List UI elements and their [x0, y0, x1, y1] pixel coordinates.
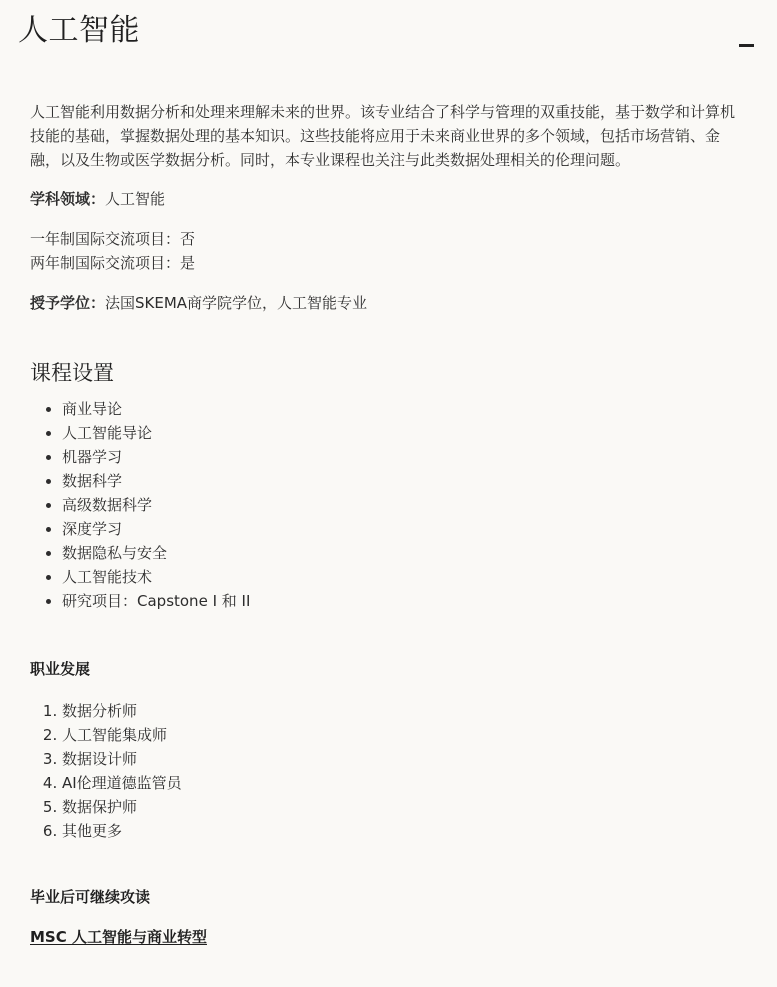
discipline-label: 学科领域：	[30, 190, 106, 208]
course-item: • 研究项目：Capstone I 和 II	[62, 589, 748, 613]
one-year-exchange: 一年制国际交流项目：否	[30, 230, 196, 248]
program-description: 人工智能利用数据分析和处理来理解未来的世界。该专业结合了科学与管理的双重技能，基于数学和计算机技能的基础，掌握数据处理的基本知识。这些技能将应用于未来商业世界的多个领域，包括市场营销、金融，以及生物或医学数据分析。同时，本专业课程也关注与此类数据处理相关的伦理问题。	[30, 103, 736, 169]
course-item: • 数据隐私与安全	[62, 541, 748, 565]
career-list	[30, 699, 748, 843]
course-item: • 数据科学	[62, 469, 748, 493]
degree-value: 法国SKEMA商学院学位，人工智能专业	[105, 294, 368, 312]
course-list	[30, 397, 748, 613]
course-item: • 人工智能技术	[62, 565, 748, 589]
program-content	[30, 100, 748, 949]
page-title: 人工智能	[18, 13, 140, 48]
degree-row	[30, 291, 748, 315]
minus-icon	[739, 44, 754, 47]
career-item: 1. 数据分析师	[62, 699, 748, 723]
career-title: 职业发展	[30, 660, 91, 678]
career-item: 3. 数据设计师	[62, 747, 748, 771]
exchange-info	[30, 227, 748, 275]
career-item: 5. 数据保护师	[62, 795, 748, 819]
two-year-exchange: 两年制国际交流项目：是	[30, 254, 196, 272]
career-item: 6. 其他更多	[62, 819, 748, 843]
discipline-row	[30, 187, 748, 211]
career-item: 4. AI伦理道德监管员	[62, 771, 748, 795]
further-study-link[interactable]: MSC 人工智能与商业转型	[30, 928, 207, 946]
course-item: • 商业导论	[62, 397, 748, 421]
degree-label: 授予学位：	[30, 294, 106, 312]
discipline-value: 人工智能	[105, 190, 166, 208]
collapse-button[interactable]	[733, 28, 759, 52]
further-study-title: 毕业后可继续攻读	[30, 888, 151, 906]
page-header	[0, 0, 777, 68]
career-item: 2. 人工智能集成师	[62, 723, 748, 747]
course-item: • 机器学习	[62, 445, 748, 469]
course-item: • 人工智能导论	[62, 421, 748, 445]
course-item: • 高级数据科学	[62, 493, 748, 517]
course-item: • 深度学习	[62, 517, 748, 541]
courses-title: 课程设置	[30, 361, 114, 385]
